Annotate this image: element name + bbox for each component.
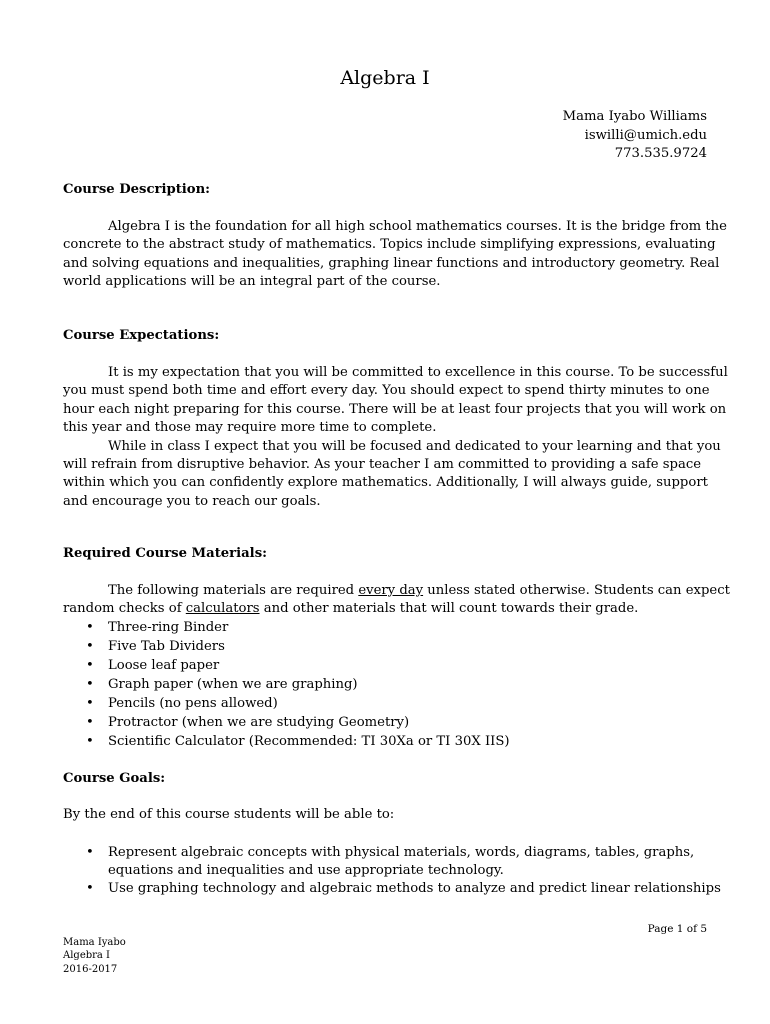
teacher-email: iswilli@umich.edu	[584, 127, 707, 143]
expectations-line: will refrain from disruptive behavior. As your teacher I am committed to providing a safe space	[63, 457, 702, 473]
goals-heading: Course Goals:	[63, 771, 166, 786]
list-item-text: Scientific Calculator (Recommended: TI 30Xa or TI 30X IIS)	[108, 734, 510, 749]
description-line: world applications will be an integral part of the course.	[63, 274, 441, 290]
list-item-text: Five Tab Dividers	[108, 639, 225, 654]
bullet-icon: •	[86, 881, 94, 896]
footer-year: 2016-2017	[63, 963, 118, 975]
expectations-paragraph	[63, 364, 728, 511]
materials-intro-text: random checks of	[63, 601, 186, 617]
bullet-icon: •	[86, 677, 94, 692]
contact-block	[407, 108, 707, 164]
materials-list	[63, 618, 703, 751]
description-line: and solving equations and inequalities, graphing linear functions and introductory geometry. Real	[63, 255, 720, 271]
description-heading: Course Description:	[63, 182, 211, 197]
footer-author: Mama Iyabo	[63, 937, 126, 948]
list-item	[63, 713, 703, 732]
bullet-icon: •	[86, 845, 94, 860]
materials-heading: Required Course Materials:	[63, 546, 267, 561]
list-item	[63, 844, 703, 880]
materials-intro-line	[63, 582, 730, 600]
list-item	[63, 675, 703, 694]
footer-course: Algebra I	[63, 950, 111, 962]
list-item	[63, 637, 703, 656]
bullet-icon: •	[86, 639, 94, 654]
description-line: Algebra I is the foundation for all high school mathematics courses. It is the bridge from the	[108, 219, 727, 234]
list-item	[63, 694, 703, 713]
list-item-text: Protractor (when we are studying Geometry)	[108, 715, 410, 730]
list-item-text: Use graphing technology and algebraic methods to analyze and predict linear relationships	[108, 881, 721, 896]
page-footer	[63, 936, 126, 976]
description-paragraph	[63, 218, 727, 292]
materials-intro	[63, 582, 730, 619]
teacher-name: Mama Iyabo Williams	[562, 109, 707, 124]
bullet-icon: •	[86, 715, 94, 730]
expectations-line: within which you can confidently explore mathematics. Additionally, I will always guide, support	[63, 475, 708, 491]
list-item-text: equations and inequalities and use appropriate technology.	[108, 863, 504, 878]
list-item	[63, 656, 703, 675]
list-item	[63, 732, 703, 751]
list-item-text: Graph paper (when we are graphing)	[108, 677, 358, 692]
materials-intro-text: The following materials are required	[108, 583, 359, 598]
description-line: concrete to the abstract study of mathematics. Topics include simplifying expressions, evaluating	[63, 237, 716, 253]
expectations-line: you must spend both time and effort every day. You should expect to spend thirty minutes to one	[63, 383, 710, 399]
bullet-icon: •	[86, 620, 94, 635]
materials-intro-emphasis: calculators	[185, 601, 260, 617]
list-item-text: Three-ring Binder	[108, 620, 229, 635]
goals-list	[63, 844, 721, 898]
expectations-line: this year and those may require more time to complete.	[63, 420, 437, 436]
materials-intro-emphasis: every day	[358, 583, 424, 598]
expectations-line: While in class I expect that you will be focused and dedicated to your learning and that you	[108, 438, 721, 454]
list-item	[63, 880, 721, 898]
list-item	[63, 618, 703, 637]
materials-intro-text: and other materials that will count towards their grade.	[259, 601, 639, 617]
bullet-icon: •	[86, 696, 94, 711]
list-item-text: Pencils (no pens allowed)	[108, 696, 278, 711]
list-item-text: Represent algebraic concepts with physical materials, words, diagrams, tables, graphs,	[108, 845, 695, 860]
list-item-text: Loose leaf paper	[108, 658, 220, 673]
expectations-line: hour each night preparing for this course. There will be at least four projects that you will work on	[63, 401, 727, 417]
bullet-icon: •	[86, 658, 94, 673]
teacher-phone: 773.535.9724	[614, 146, 707, 161]
expectations-line: It is my expectation that you will be committed to excellence in this course. To be successful	[108, 365, 728, 380]
page-number: Page 1 of 5	[647, 923, 707, 935]
expectations-heading: Course Expectations:	[63, 328, 220, 343]
expectations-line: and encourage you to reach our goals.	[63, 493, 321, 509]
materials-intro-text: unless stated otherwise. Students can expect	[423, 583, 730, 598]
materials-intro-line	[63, 600, 703, 618]
goals-intro: By the end of this course students will be able to:	[63, 807, 395, 822]
bullet-icon: •	[86, 734, 94, 749]
page-title: Algebra I	[340, 67, 430, 89]
